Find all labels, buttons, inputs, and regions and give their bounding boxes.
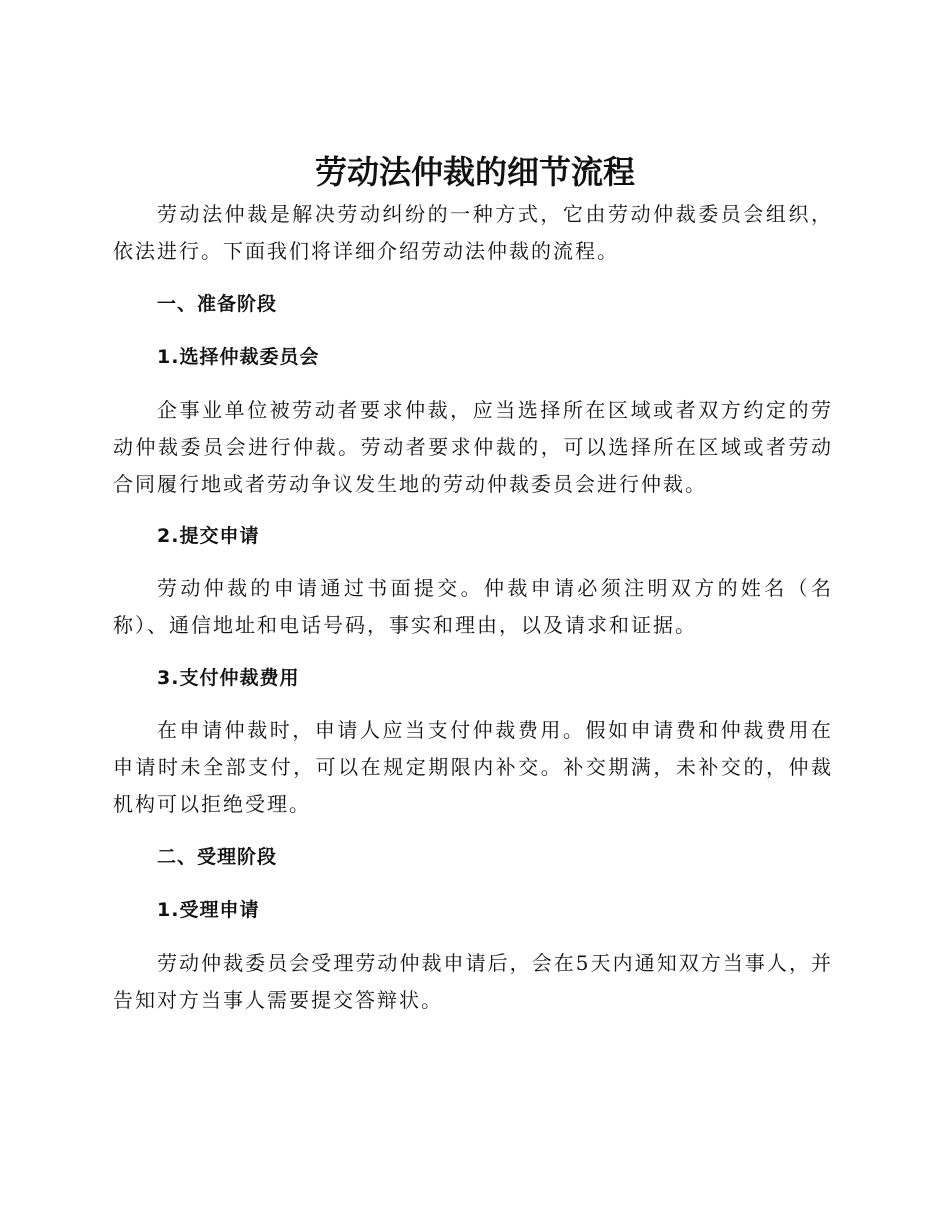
paragraph-pay-fees: 在申请仲裁时，申请人应当支付仲裁费用。假如申请费和仲裁费用在申请时未全部支付，可以在规定期限内补交。补交期满，未补交的，仲裁机构可以拒绝受理。 xyxy=(113,718,833,816)
paragraph-submit-application: 劳动仲裁的申请通过书面提交。仲裁申请必须注明双方的姓名（名称）、通信地址和电话号码，事实和理由，以及请求和证据。 xyxy=(113,576,833,637)
paragraph-accept-application: 劳动仲裁委员会受理劳动仲裁申请后，会在5天内通知双方当事人，并告知对方当事人需要提交答辩状。 xyxy=(113,951,833,1012)
subheading-pay-fees: 3.支付仲裁费用 xyxy=(157,667,300,689)
subheading-accept-application: 1.受理申请 xyxy=(157,899,260,921)
paragraph-choose-committee: 企事业单位被劳动者要求仲裁，应当选择所在区域或者双方约定的劳动仲裁委员会进行仲裁。劳动者要求仲裁的，可以选择所在区域或者劳动合同履行地或者劳动争议发生地的劳动仲裁委员会进行仲裁。 xyxy=(113,398,833,496)
subheading-submit-application: 2.提交申请 xyxy=(157,525,260,547)
subheading-choose-committee: 1.选择仲裁委员会 xyxy=(157,346,320,368)
intro-paragraph: 劳动法仲裁是解决劳动纠纷的一种方式，它由劳动仲裁委员会组织，依法进行。下面我们将详细介绍劳动法仲裁的流程。 xyxy=(113,202,833,263)
document-title: 劳动法仲裁的细节流程 xyxy=(314,153,635,191)
section-heading-preparation: 一、准备阶段 xyxy=(157,293,278,315)
section-heading-acceptance: 二、受理阶段 xyxy=(157,846,278,868)
